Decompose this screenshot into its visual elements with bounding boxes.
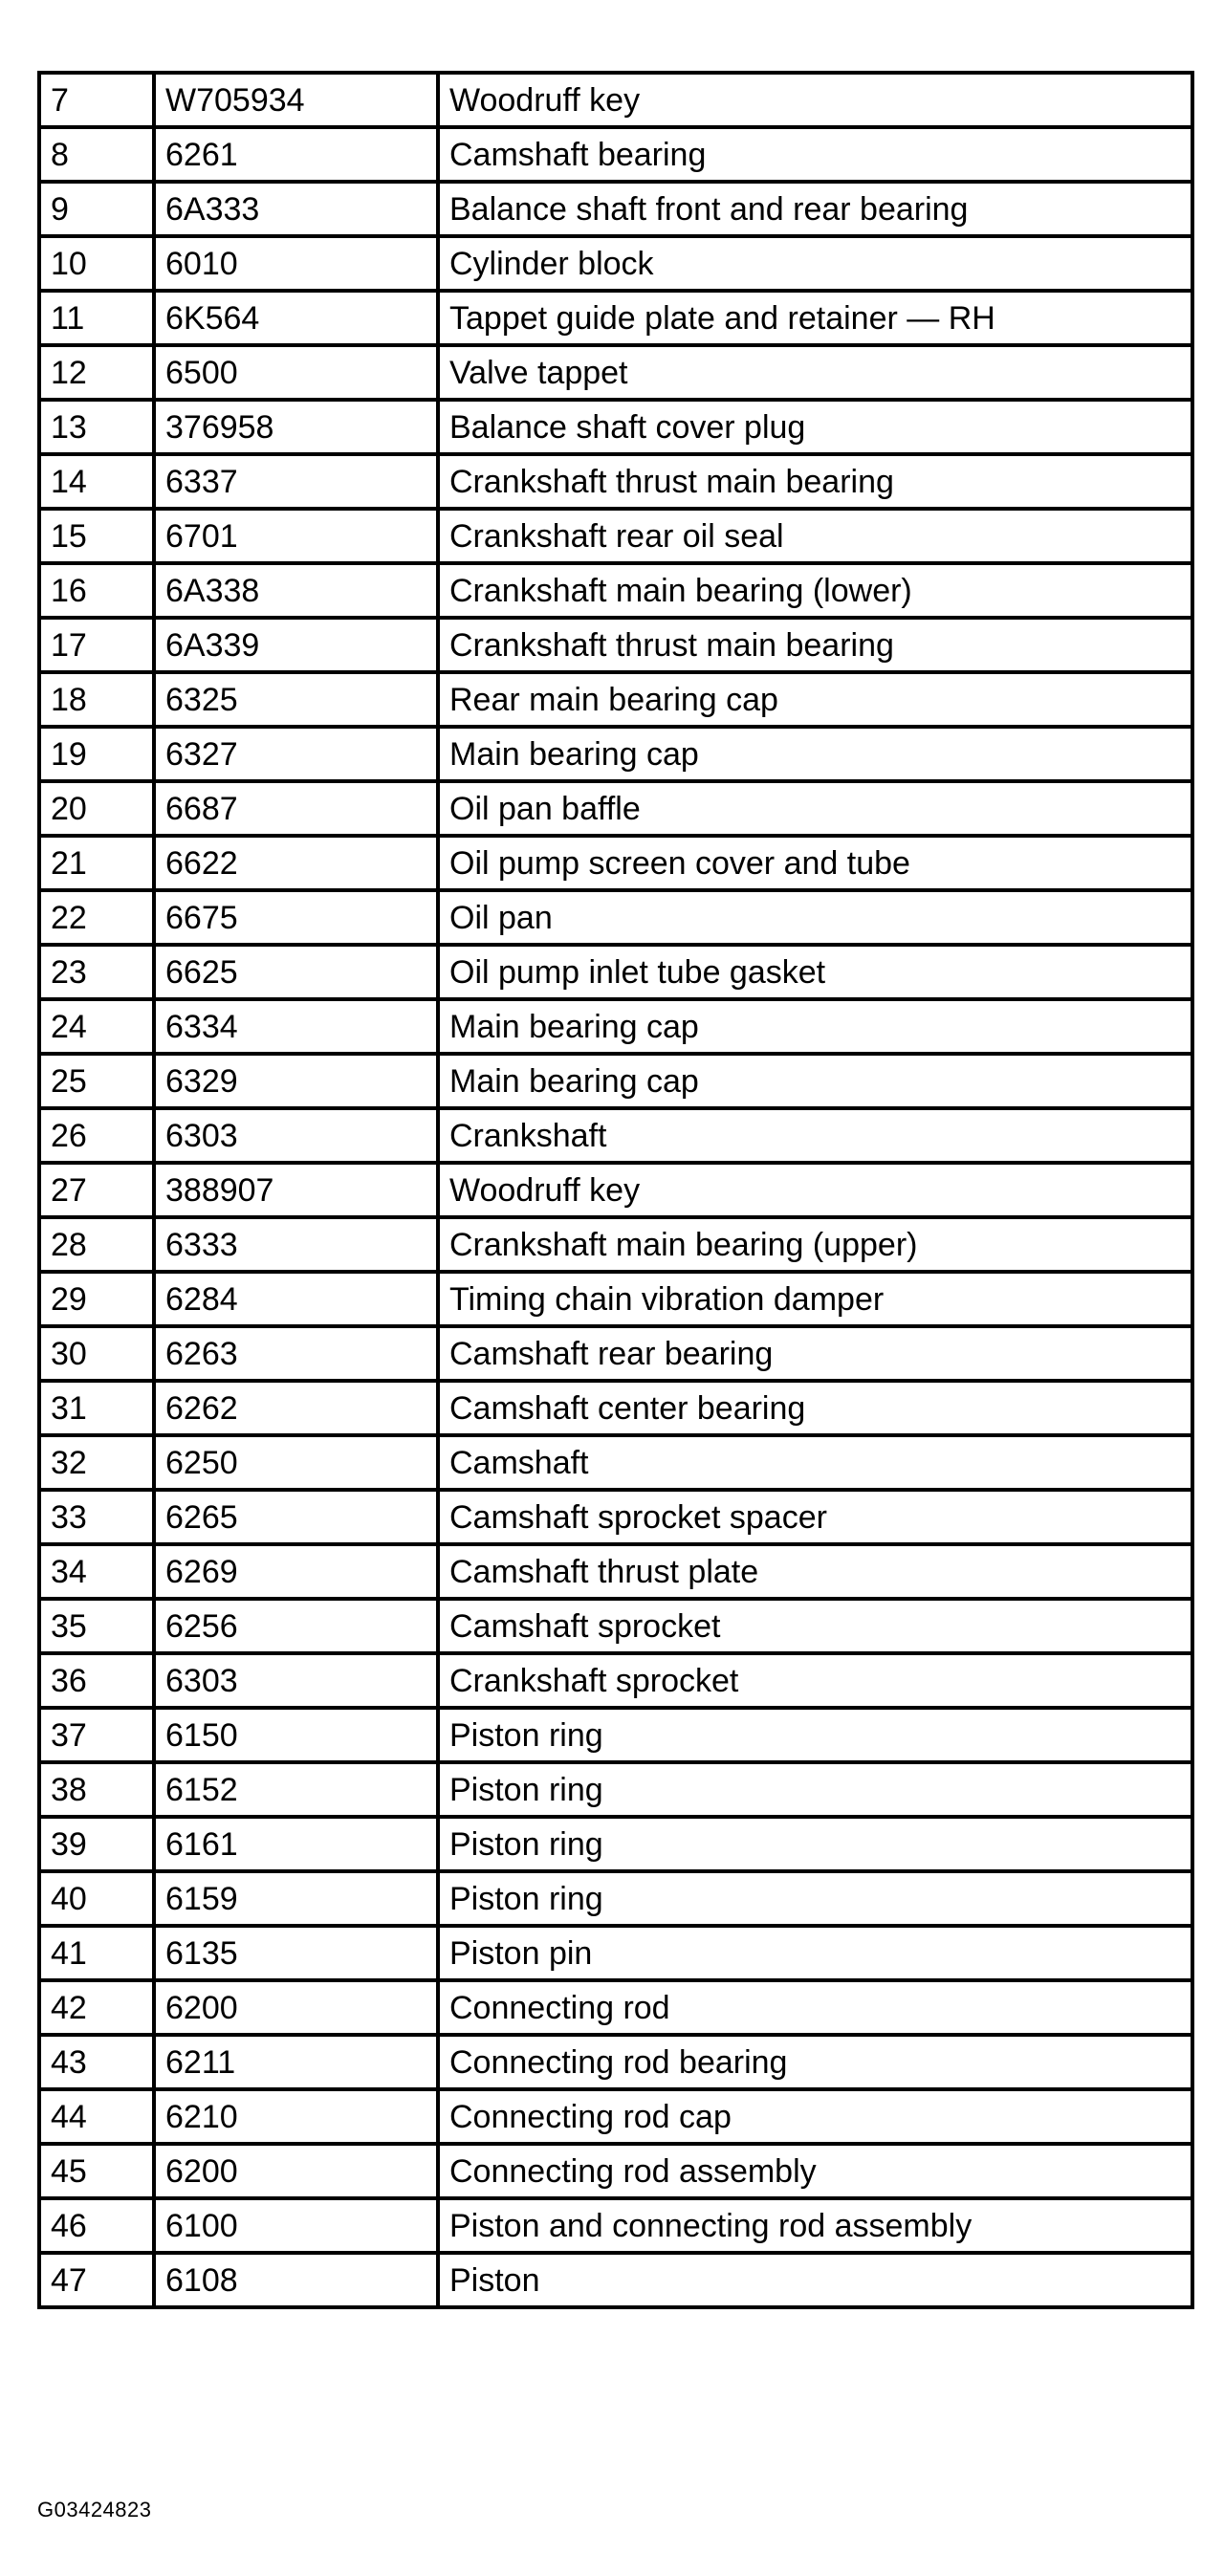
table-row bbox=[39, 836, 1192, 890]
parts-table-body bbox=[39, 73, 1192, 2307]
item-number-cell: 46 bbox=[39, 2198, 154, 2253]
item-number-cell: 11 bbox=[39, 291, 154, 345]
description-cell: Oil pump screen cover and tube bbox=[438, 836, 1192, 890]
item-number-cell: 12 bbox=[39, 345, 154, 400]
description-cell: Woodruff key bbox=[438, 1163, 1192, 1217]
table-row bbox=[39, 2253, 1192, 2307]
table-row bbox=[39, 509, 1192, 563]
item-number-cell: 16 bbox=[39, 563, 154, 618]
table-row bbox=[39, 182, 1192, 236]
table-row bbox=[39, 1599, 1192, 1653]
part-number-cell: 6200 bbox=[154, 2144, 438, 2198]
part-number-cell: 6303 bbox=[154, 1108, 438, 1163]
item-number-cell: 32 bbox=[39, 1435, 154, 1490]
item-number-cell: 33 bbox=[39, 1490, 154, 1544]
part-number-cell: 6250 bbox=[154, 1435, 438, 1490]
item-number-cell: 28 bbox=[39, 1217, 154, 1272]
table-row bbox=[39, 1762, 1192, 1817]
description-cell: Camshaft thrust plate bbox=[438, 1544, 1192, 1599]
table-row bbox=[39, 781, 1192, 836]
item-number-cell: 27 bbox=[39, 1163, 154, 1217]
figure-id-label: G03424823 bbox=[37, 2498, 152, 2521]
description-cell: Balance shaft front and rear bearing bbox=[438, 182, 1192, 236]
part-number-cell: 6100 bbox=[154, 2198, 438, 2253]
description-cell: Camshaft sprocket spacer bbox=[438, 1490, 1192, 1544]
part-number-cell: 6108 bbox=[154, 2253, 438, 2307]
description-cell: Camshaft bbox=[438, 1435, 1192, 1490]
table-row bbox=[39, 2089, 1192, 2144]
description-cell: Crankshaft thrust main bearing bbox=[438, 454, 1192, 509]
table-row bbox=[39, 2035, 1192, 2089]
description-cell: Oil pump inlet tube gasket bbox=[438, 945, 1192, 999]
description-cell: Crankshaft sprocket bbox=[438, 1653, 1192, 1708]
description-cell: Camshaft bearing bbox=[438, 127, 1192, 182]
item-number-cell: 38 bbox=[39, 1762, 154, 1817]
item-number-cell: 31 bbox=[39, 1381, 154, 1435]
description-cell: Crankshaft thrust main bearing bbox=[438, 618, 1192, 672]
table-row bbox=[39, 400, 1192, 454]
item-number-cell: 36 bbox=[39, 1653, 154, 1708]
item-number-cell: 8 bbox=[39, 127, 154, 182]
part-number-cell: W705934 bbox=[154, 73, 438, 127]
item-number-cell: 41 bbox=[39, 1926, 154, 1980]
item-number-cell: 13 bbox=[39, 400, 154, 454]
description-cell: Camshaft sprocket bbox=[438, 1599, 1192, 1653]
table-row bbox=[39, 1871, 1192, 1926]
description-cell: Piston and connecting rod assembly bbox=[438, 2198, 1192, 2253]
part-number-cell: 6263 bbox=[154, 1326, 438, 1381]
table-row bbox=[39, 945, 1192, 999]
part-number-cell: 6622 bbox=[154, 836, 438, 890]
table-row bbox=[39, 890, 1192, 945]
description-cell: Camshaft rear bearing bbox=[438, 1326, 1192, 1381]
part-number-cell: 6687 bbox=[154, 781, 438, 836]
description-cell: Oil pan bbox=[438, 890, 1192, 945]
table-row bbox=[39, 454, 1192, 509]
item-number-cell: 9 bbox=[39, 182, 154, 236]
item-number-cell: 30 bbox=[39, 1326, 154, 1381]
item-number-cell: 26 bbox=[39, 1108, 154, 1163]
description-cell: Oil pan baffle bbox=[438, 781, 1192, 836]
item-number-cell: 25 bbox=[39, 1054, 154, 1108]
description-cell: Timing chain vibration damper bbox=[438, 1272, 1192, 1326]
item-number-cell: 21 bbox=[39, 836, 154, 890]
part-number-cell: 6334 bbox=[154, 999, 438, 1054]
item-number-cell: 7 bbox=[39, 73, 154, 127]
part-number-cell: 6337 bbox=[154, 454, 438, 509]
table-row bbox=[39, 1490, 1192, 1544]
item-number-cell: 35 bbox=[39, 1599, 154, 1653]
parts-table bbox=[37, 71, 1194, 2309]
item-number-cell: 43 bbox=[39, 2035, 154, 2089]
description-cell: Connecting rod bbox=[438, 1980, 1192, 2035]
part-number-cell: 6500 bbox=[154, 345, 438, 400]
item-number-cell: 24 bbox=[39, 999, 154, 1054]
table-row bbox=[39, 2144, 1192, 2198]
table-row bbox=[39, 1544, 1192, 1599]
part-number-cell: 6200 bbox=[154, 1980, 438, 2035]
item-number-cell: 10 bbox=[39, 236, 154, 291]
part-number-cell: 6262 bbox=[154, 1381, 438, 1435]
table-row bbox=[39, 1926, 1192, 1980]
description-cell: Piston bbox=[438, 2253, 1192, 2307]
table-row bbox=[39, 672, 1192, 727]
description-cell: Balance shaft cover plug bbox=[438, 400, 1192, 454]
description-cell: Connecting rod cap bbox=[438, 2089, 1192, 2144]
part-number-cell: 6327 bbox=[154, 727, 438, 781]
description-cell: Cylinder block bbox=[438, 236, 1192, 291]
part-number-cell: 6333 bbox=[154, 1217, 438, 1272]
part-number-cell: 6A333 bbox=[154, 182, 438, 236]
table-row bbox=[39, 127, 1192, 182]
table-row bbox=[39, 563, 1192, 618]
description-cell: Piston ring bbox=[438, 1817, 1192, 1871]
table-row bbox=[39, 1817, 1192, 1871]
item-number-cell: 22 bbox=[39, 890, 154, 945]
description-cell: Connecting rod bearing bbox=[438, 2035, 1192, 2089]
table-row bbox=[39, 73, 1192, 127]
part-number-cell: 6A338 bbox=[154, 563, 438, 618]
table-row bbox=[39, 291, 1192, 345]
part-number-cell: 6265 bbox=[154, 1490, 438, 1544]
table-row bbox=[39, 1272, 1192, 1326]
table-row bbox=[39, 1054, 1192, 1108]
item-number-cell: 37 bbox=[39, 1708, 154, 1762]
item-number-cell: 18 bbox=[39, 672, 154, 727]
part-number-cell: 376958 bbox=[154, 400, 438, 454]
part-number-cell: 6261 bbox=[154, 127, 438, 182]
item-number-cell: 40 bbox=[39, 1871, 154, 1926]
description-cell: Piston ring bbox=[438, 1871, 1192, 1926]
part-number-cell: 6A339 bbox=[154, 618, 438, 672]
table-row bbox=[39, 1381, 1192, 1435]
description-cell: Main bearing cap bbox=[438, 999, 1192, 1054]
description-cell: Crankshaft main bearing (lower) bbox=[438, 563, 1192, 618]
part-number-cell: 6325 bbox=[154, 672, 438, 727]
table-row bbox=[39, 236, 1192, 291]
description-cell: Crankshaft bbox=[438, 1108, 1192, 1163]
part-number-cell: 6K564 bbox=[154, 291, 438, 345]
table-row bbox=[39, 1708, 1192, 1762]
item-number-cell: 34 bbox=[39, 1544, 154, 1599]
table-row bbox=[39, 2198, 1192, 2253]
part-number-cell: 6210 bbox=[154, 2089, 438, 2144]
item-number-cell: 42 bbox=[39, 1980, 154, 2035]
item-number-cell: 23 bbox=[39, 945, 154, 999]
description-cell: Connecting rod assembly bbox=[438, 2144, 1192, 2198]
table-row bbox=[39, 618, 1192, 672]
description-cell: Tappet guide plate and retainer — RH bbox=[438, 291, 1192, 345]
description-cell: Rear main bearing cap bbox=[438, 672, 1192, 727]
part-number-cell: 6625 bbox=[154, 945, 438, 999]
table-row bbox=[39, 1980, 1192, 2035]
description-cell: Woodruff key bbox=[438, 73, 1192, 127]
part-number-cell: 6701 bbox=[154, 509, 438, 563]
table-row bbox=[39, 1163, 1192, 1217]
description-cell: Crankshaft main bearing (upper) bbox=[438, 1217, 1192, 1272]
item-number-cell: 39 bbox=[39, 1817, 154, 1871]
part-number-cell: 6161 bbox=[154, 1817, 438, 1871]
item-number-cell: 20 bbox=[39, 781, 154, 836]
part-number-cell: 6675 bbox=[154, 890, 438, 945]
part-number-cell: 6150 bbox=[154, 1708, 438, 1762]
table-row bbox=[39, 999, 1192, 1054]
item-number-cell: 29 bbox=[39, 1272, 154, 1326]
item-number-cell: 14 bbox=[39, 454, 154, 509]
item-number-cell: 44 bbox=[39, 2089, 154, 2144]
part-number-cell: 6159 bbox=[154, 1871, 438, 1926]
item-number-cell: 47 bbox=[39, 2253, 154, 2307]
description-cell: Piston ring bbox=[438, 1708, 1192, 1762]
item-number-cell: 45 bbox=[39, 2144, 154, 2198]
part-number-cell: 388907 bbox=[154, 1163, 438, 1217]
description-cell: Main bearing cap bbox=[438, 727, 1192, 781]
description-cell: Piston ring bbox=[438, 1762, 1192, 1817]
part-number-cell: 6284 bbox=[154, 1272, 438, 1326]
part-number-cell: 6269 bbox=[154, 1544, 438, 1599]
part-number-cell: 6010 bbox=[154, 236, 438, 291]
part-number-cell: 6152 bbox=[154, 1762, 438, 1817]
table-row bbox=[39, 1108, 1192, 1163]
table-row bbox=[39, 1326, 1192, 1381]
table-row bbox=[39, 727, 1192, 781]
description-cell: Crankshaft rear oil seal bbox=[438, 509, 1192, 563]
description-cell: Valve tappet bbox=[438, 345, 1192, 400]
item-number-cell: 17 bbox=[39, 618, 154, 672]
table-row bbox=[39, 345, 1192, 400]
table-row bbox=[39, 1435, 1192, 1490]
part-number-cell: 6135 bbox=[154, 1926, 438, 1980]
description-cell: Main bearing cap bbox=[438, 1054, 1192, 1108]
item-number-cell: 19 bbox=[39, 727, 154, 781]
description-cell: Camshaft center bearing bbox=[438, 1381, 1192, 1435]
part-number-cell: 6256 bbox=[154, 1599, 438, 1653]
part-number-cell: 6211 bbox=[154, 2035, 438, 2089]
table-row bbox=[39, 1653, 1192, 1708]
description-cell: Piston pin bbox=[438, 1926, 1192, 1980]
part-number-cell: 6329 bbox=[154, 1054, 438, 1108]
item-number-cell: 15 bbox=[39, 509, 154, 563]
part-number-cell: 6303 bbox=[154, 1653, 438, 1708]
table-row bbox=[39, 1217, 1192, 1272]
